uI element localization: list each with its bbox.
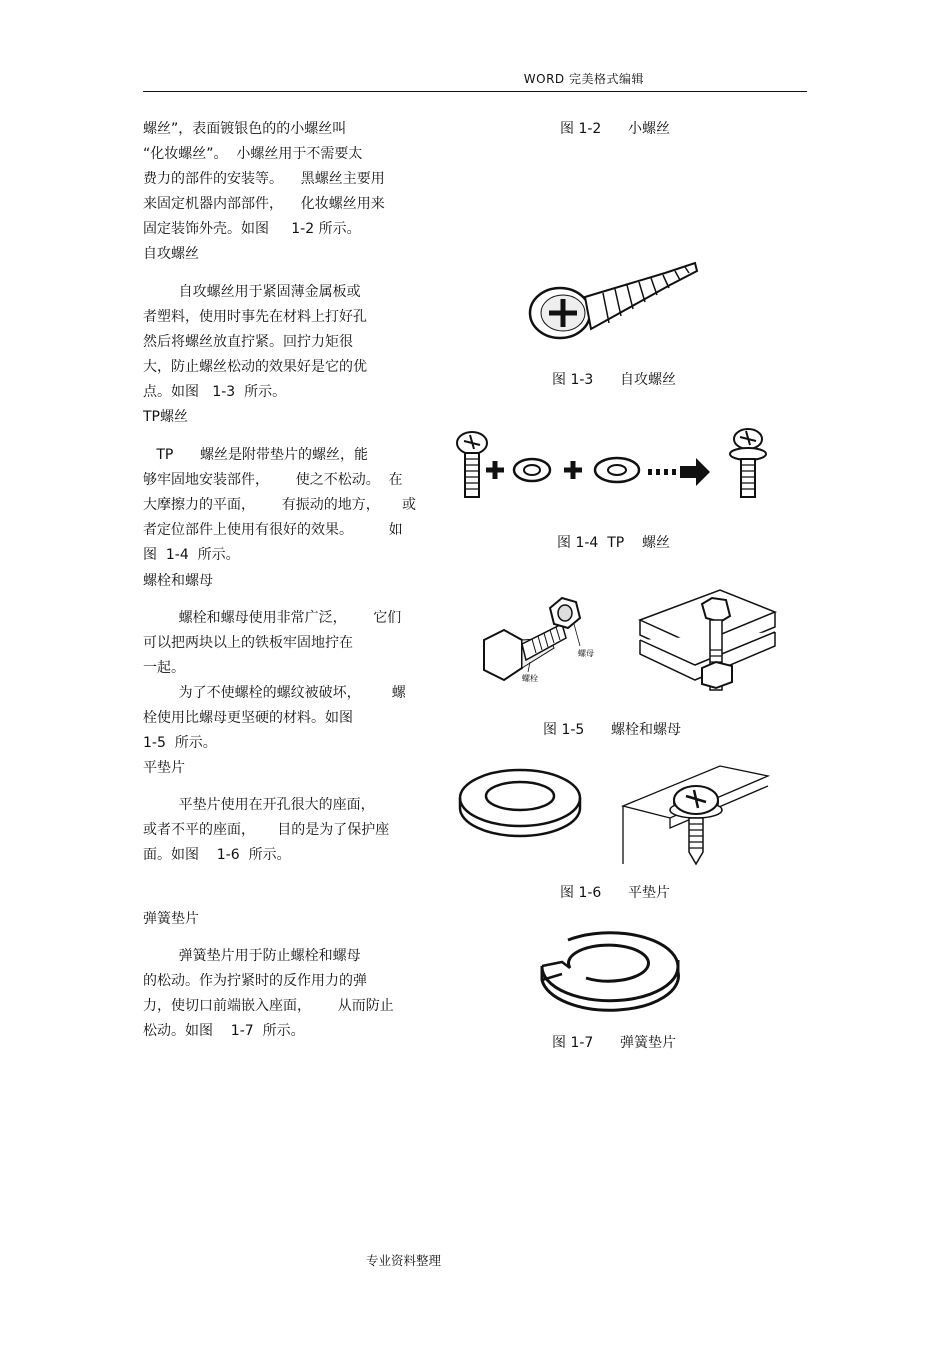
body-line: 大摩擦力的平面， 有振动的地方， 或 — [143, 497, 416, 513]
body-line: 够牢固地安装部件， 使之不松动。 在 — [143, 472, 403, 488]
body-line: 平垫片使用在开孔很大的座面， — [143, 797, 375, 813]
body-line: 弹簧垫片用于防止螺栓和螺母 — [143, 948, 361, 964]
figure-caption-1-4: 图 1-4 TP 螺丝 — [557, 535, 671, 551]
body-line: 者塑料，使用时事先在材料上打好孔 — [143, 309, 367, 325]
bolt-label: 螺栓 — [522, 674, 538, 683]
section-heading: TP螺丝 — [143, 409, 188, 425]
body-line: 的松动。作为拧紧时的反作用力的弹 — [143, 973, 367, 989]
body-line: 自攻螺丝用于紧固薄金属板或 — [143, 284, 361, 300]
body-line: “化妆螺丝”。 小螺丝用于不需要太 — [143, 146, 363, 162]
body-line: 图 1-4 所示。 — [143, 547, 240, 563]
body-line: 1-5 所示。 — [143, 735, 217, 751]
section-heading: 自攻螺丝 — [143, 246, 199, 262]
bolt-head — [484, 630, 522, 680]
plus-icon — [486, 461, 504, 479]
figure-caption-1-6: 图 1-6 平垫片 — [560, 885, 671, 901]
flat-washer-illustration — [458, 766, 770, 871]
body-line: 者定位部件上使用有很好的效果。 如 — [143, 522, 403, 538]
screw-shank — [465, 453, 479, 497]
page-footer: 专业资料整理 — [366, 1253, 442, 1268]
section-heading: 弹簧垫片 — [143, 911, 199, 927]
figure-caption-1-2: 图 1-2 小螺丝 — [560, 121, 671, 137]
body-line: 费力的部件的安装等。 黑螺丝主要用 — [143, 171, 385, 187]
self-tapping-screw-illustration — [525, 255, 705, 345]
body-line: 固定装饰外壳。如图 1-2 所示。 — [143, 221, 361, 237]
figure-caption-1-7: 图 1-7 弹簧垫片 — [552, 1035, 677, 1051]
bolt-and-nut-illustration — [470, 590, 780, 705]
body-line: 来固定机器内部部件， 化妆螺丝用来 — [143, 196, 385, 212]
arrow-right-icon — [680, 458, 710, 486]
screw-shank — [585, 263, 697, 329]
body-line: 一起。 — [143, 660, 185, 676]
nut-label: 螺母 — [578, 649, 594, 658]
screw-shank — [689, 818, 703, 864]
plus-icon — [564, 461, 582, 479]
body-line: 面。如图 1-6 所示。 — [143, 847, 291, 863]
body-line: 栓使用比螺母更坚硬的材料。如图 — [143, 710, 353, 726]
section-heading: 螺栓和螺母 — [143, 573, 213, 589]
figure-caption-1-3: 图 1-3 自攻螺丝 — [552, 372, 677, 388]
body-line: 可以把两块以上的铁板牢固地拧在 — [143, 635, 353, 651]
page-header — [0, 70, 808, 87]
nut — [702, 662, 732, 688]
body-line: 松动。如图 1-7 所示。 — [143, 1023, 305, 1039]
body-line: 或者不平的座面， 目的是为了保护座 — [143, 822, 390, 838]
body-line: 点。如图 1-3 所示。 — [143, 384, 287, 400]
section-heading: 平垫片 — [143, 760, 185, 776]
body-line: TP 螺丝是附带垫片的螺丝，能 — [143, 447, 369, 463]
body-line: 为了不使螺栓的螺纹被破坏， 螺 — [143, 685, 406, 701]
bolt-head — [702, 598, 730, 622]
header-text: WORD 完美格式编辑 — [523, 72, 644, 86]
spring-washer-illustration — [532, 924, 688, 1012]
body-line: 螺丝”，表面镀银色的的小螺丝叫 — [143, 121, 347, 137]
body-line: 螺栓和螺母使用非常广泛， 它们 — [143, 610, 402, 626]
spring-washer-outer — [542, 933, 678, 1001]
spring-washer-inner — [569, 945, 649, 981]
header-rule — [143, 91, 807, 92]
body-line: 然后将螺丝放直拧紧。回拧力矩很 — [143, 334, 353, 350]
figure-caption-1-5: 图 1-5 螺栓和螺母 — [543, 722, 682, 738]
body-line: 力，使切口前端嵌入座面， 从而防止 — [143, 998, 394, 1014]
tp-screw-assembly-illustration — [452, 425, 782, 505]
body-line: 大，防止螺丝松动的效果好是它的优 — [143, 359, 367, 375]
